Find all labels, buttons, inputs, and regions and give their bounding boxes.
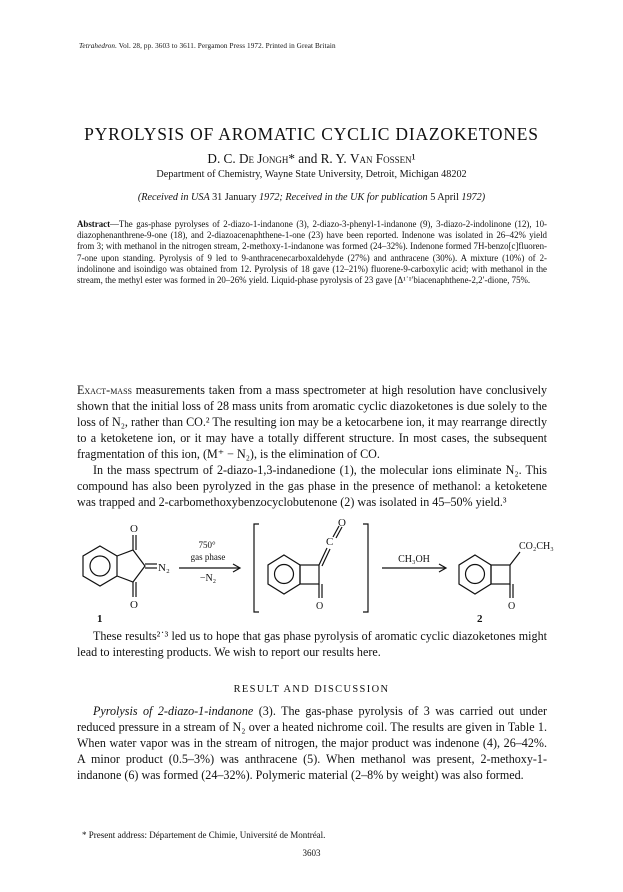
received-text-2: 1972; Received in the UK for publication: [256, 192, 431, 203]
paragraph-text: (3). The gas-phase pyrolysis of 3 was carried out under reduced pressure in a stream of N₂ over a heated nichrome coil. The results are given in Table 1. When water vapor was in the stream of nitrogen, the major product was indenone (4), 26–42%. A minor product (0.5–3%) was anthracene (5). When methanol was present, 2-methoxy-1-indanone (6) was formed (24–32%). Polymeric material (2–8% by weight) was also formed.: [77, 704, 547, 782]
reaction-scheme: [77, 518, 557, 626]
bracket-left: [254, 524, 259, 612]
abstract-label: Abstract: [77, 219, 111, 229]
five-ring-1: [117, 550, 145, 582]
ketene-bond-2: [322, 549, 330, 566]
ketene-bond: [319, 548, 327, 565]
article-title: PYROLYSIS OF AROMATIC CYCLIC DIAZOKETONES: [84, 124, 539, 144]
paragraph-pyrolysis: [77, 703, 547, 783]
received-dates: [0, 192, 623, 203]
citation-details: Vol. 28, pp. 3603 to 3611. Pergamon Press 1972. Printed in Great Britain: [118, 42, 336, 50]
phase-label: gas phase: [190, 552, 226, 562]
compound-label-1: 1: [97, 613, 103, 625]
aromatic-circle-3: [466, 565, 485, 584]
carbon-label: C: [326, 536, 334, 548]
temperature-label: 750°: [198, 540, 216, 550]
paragraph-intro: [77, 382, 547, 462]
received-text-3: 1972): [458, 192, 486, 203]
benzene-ring-3: [459, 555, 491, 594]
author-footnote-mark: ¹: [411, 151, 416, 166]
abstract: [77, 219, 547, 286]
oxygen-label: O: [338, 518, 346, 529]
oxygen-label: O: [316, 601, 324, 612]
paragraph-lead: Exact-mass: [77, 383, 132, 397]
author-separator: * and R. Y.: [288, 151, 350, 166]
ester-label: CO₂CH₃: [519, 541, 554, 552]
paragraph-results: These results²˙³ led us to hope that gas phase pyrolysis of aromatic cyclic diazoketones might lead to interesting products. We wish to report our results here.: [77, 629, 547, 659]
section-heading: RESULT AND DISCUSSION: [233, 684, 390, 695]
subsection-lead: Pyrolysis of 2-diazo-1-indanone: [93, 704, 254, 718]
oxygen-label: O: [508, 601, 516, 612]
oxygen-label: O: [130, 523, 138, 535]
abstract-text: —The gas-phase pyrolyses of 2-diazo-1-indanone (3), 2-diazo-3-phenyl-1-indanone (9), 3-diazo-2-indolinone (12), 10-diazophenanthrene-9-one (18), and 2-diazoacenaphthene-1-one (23) have been reported. Indenone was isolated in 26–42% yield from 3; with methanol in the nitrogen stream, 2-methoxy-1-indanone was formed (24–32%). Indenone formed 7H-benzo[c]fluoren-7-one upon standing. Pyrolysis of 9 led to 9-anthracenecarboxaldehyde (27%) and anthracene (30%). A mixture (10%) of 2-indolinone and isoindigo was obtained from 12. Pyrolysis of 18 gave (12–21%) fluorene-9-carboxylic acid; with methanol in the stream, the methyl ester was formed in 20–26% yield. Liquid-phase pyrolysis of 23 gave [Δ¹˙¹′biacenaphthene-2,2′-dione, 75%.: [77, 219, 547, 286]
journal-citation: [79, 42, 336, 50]
paragraph-mass-spectrum: In the mass spectrum of 2-diazo-1,3-indanedione (1), the molecular ions eliminate N₂. This compound has also been pyrolyzed in the gas phase in the presence of methanol: a ketoketene was trapped and 2-carbomethoxybenzocyclobutenone (2) was isolated in 45–50% yield.³: [77, 463, 547, 509]
authors: [0, 151, 623, 167]
oxygen-label: O: [130, 599, 138, 611]
reagent-label: CH₃OH: [398, 554, 430, 565]
page-number: 3603: [302, 848, 321, 858]
four-ring: [300, 565, 319, 584]
benzene-ring-1: [83, 546, 117, 586]
author-2-name: Van Fossen: [349, 151, 412, 166]
received-date-1: 31 January: [212, 192, 257, 203]
paragraph-text: measurements taken from a mass spectrometer at high resolution have conclusively shown that the initial loss of 28 mass units from aromatic cyclic diazoketones is due solely to the loss of N₂, rather than CO.² The resulting ion may be a ketocarbene ion, it may rearrange directly to a ketoketene ion, or it may have a totally different structure. In most cases, the subsequent fragmentation of this ion, (M⁺ − N₂), is the elimination of CO.: [77, 383, 547, 461]
bracket-right: [363, 524, 368, 612]
author-initials: D. C.: [207, 151, 239, 166]
ester-bond: [510, 552, 520, 565]
received-date-2: 5 April: [430, 192, 459, 203]
aromatic-circle-2: [275, 565, 294, 584]
scheme-drawing: [77, 518, 557, 626]
loss-label: −N₂: [199, 573, 217, 584]
aromatic-circle-1: [90, 556, 110, 576]
compound-label-2: 2: [477, 613, 483, 625]
benzene-ring-2: [268, 555, 300, 594]
footnote: * Present address: Département de Chimie, Université de Montréal.: [82, 830, 326, 840]
journal-name: Tetrahedron.: [79, 42, 118, 50]
author-1-name: De Jongh: [238, 151, 289, 166]
four-ring-2: [491, 565, 510, 584]
n2-label: N₂: [158, 562, 170, 574]
received-text-1: (Received in USA: [137, 192, 213, 203]
affiliation: Department of Chemistry, Wayne State University, Detroit, Michigan 48202: [156, 169, 467, 180]
